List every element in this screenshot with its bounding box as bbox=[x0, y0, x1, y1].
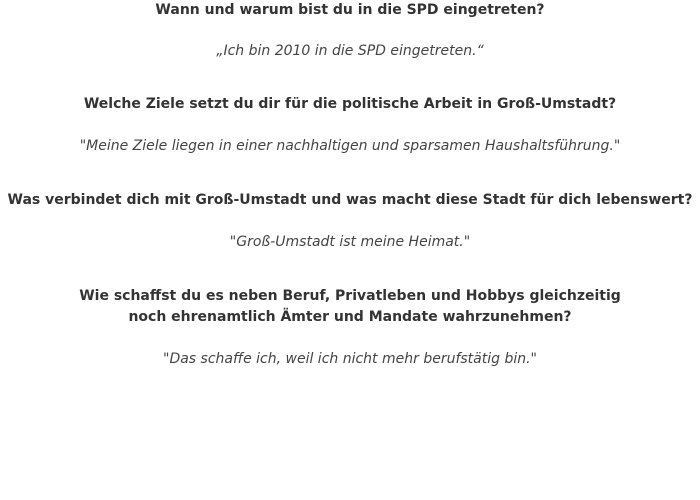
question-3-text: Was verbindet dich mit Groß-Umstadt und was macht diese Stadt für dich lebenswert? bbox=[7, 192, 693, 208]
question-4 bbox=[0, 286, 700, 328]
answer-3: "Groß-Umstadt ist meine Heimat." bbox=[229, 234, 471, 250]
question-4-line-2: noch ehrenamtlich Ämter und Mandate wahrzunehmen? bbox=[128, 309, 572, 325]
question-1-text: Wann und warum bist du in die SPD eingetreten? bbox=[155, 2, 545, 18]
answer-1: „Ich bin 2010 in die SPD eingetreten.“ bbox=[216, 43, 484, 59]
question-3 bbox=[0, 190, 700, 211]
question-2 bbox=[0, 94, 700, 115]
question-2-text: Welche Ziele setzt du dir für die politische Arbeit in Groß-Umstadt? bbox=[83, 96, 617, 112]
question-4-line-1: Wie schaffst du es neben Beruf, Privatleben und Hobbys gleichzeitig bbox=[79, 288, 621, 304]
answer-2: "Meine Ziele liegen in einer nachhaltigen und sparsamen Haushaltsführung." bbox=[79, 138, 621, 154]
question-1 bbox=[0, 0, 700, 21]
answer-4: "Das schaffe ich, weil ich nicht mehr berufstätig bin." bbox=[163, 351, 537, 367]
